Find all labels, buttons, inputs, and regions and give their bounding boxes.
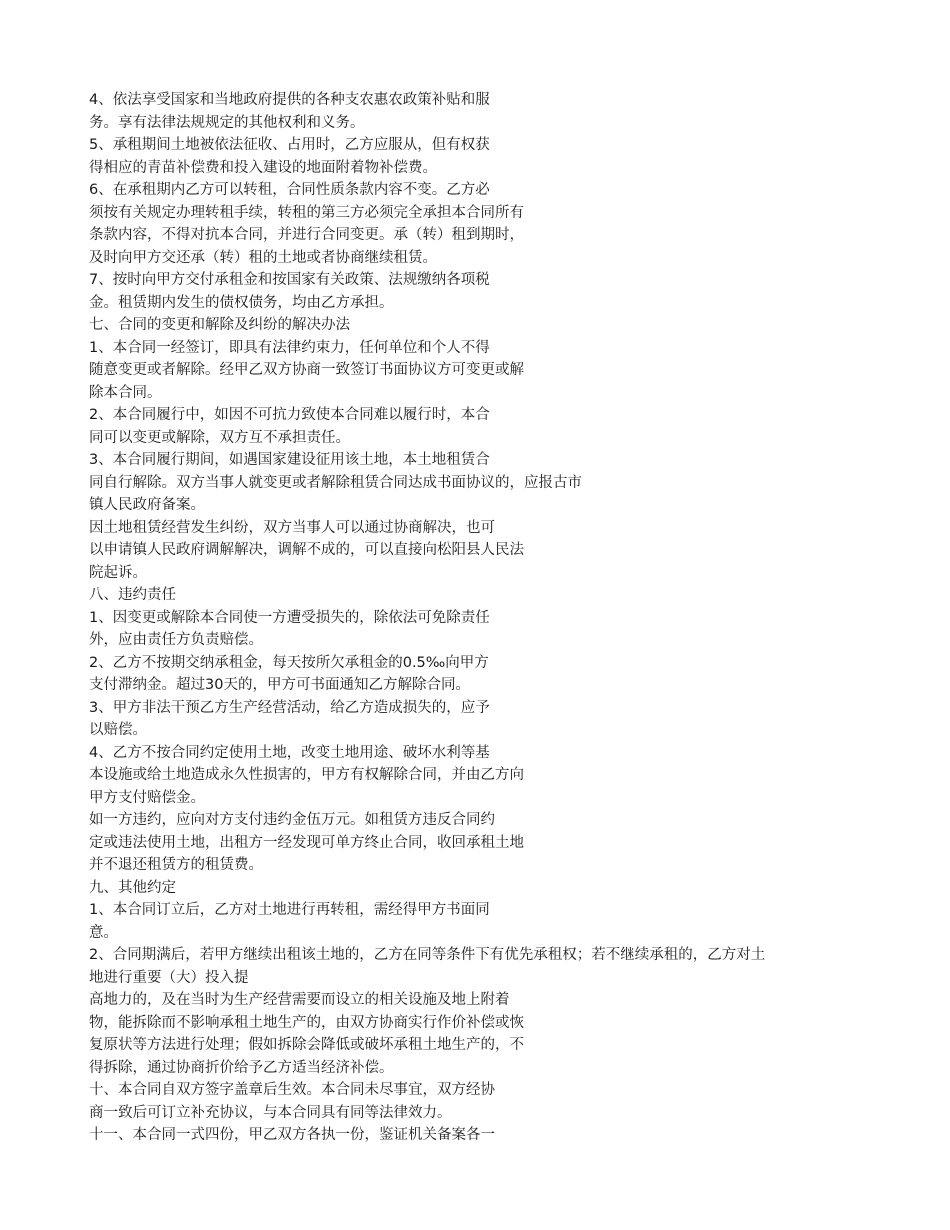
text-line: 7、按时向甲方交付承租金和按国家有关政策、法规缴纳各项税	[89, 272, 490, 288]
text-line: 除本合同。	[89, 384, 162, 401]
text-line: 物，能拆除而不影响承租土地生产的，由双方协商实行作价补偿或恢	[89, 1014, 524, 1031]
text-line: 务。享有法律法规规定的其他权利和义务。	[89, 114, 365, 131]
text-line: 并不退还租赁方的租赁费。	[89, 857, 263, 873]
text-line: 十一、本合同一式四份，甲乙双方各执一份，鉴证机关备案各一	[89, 1127, 495, 1143]
text-line: 以赔偿。	[89, 722, 147, 738]
text-line: 1、因变更或解除本合同使一方遭受损失的，除依法可免除责任	[89, 609, 490, 626]
text-line: 因土地租赁经营发生纠纷，双方当事人可以通过协商解决，也可	[89, 519, 495, 536]
text-line: 得相应的青苗补偿费和投入建设的地面附着物补偿费。	[89, 159, 437, 176]
text-line: 4、依法享受国家和当地政府提供的各种支农惠农政策补贴和服	[89, 92, 490, 108]
text-line: 及时向甲方交还承（转）租的土地或者协商继续租赁。	[89, 249, 437, 266]
text-line: 1、本合同一经签订，即具有法律约束力，任何单位和个人不得	[89, 339, 490, 356]
text-line: 如一方违约，应向对方支付违约金伍万元。如租赁方违反合同约	[89, 812, 495, 828]
text-line: 2、本合同履行中，如因不可抗力致使本合同难以履行时，本合	[89, 407, 490, 423]
text-line: 八、违约责任	[89, 587, 176, 603]
text-line: 定或违法使用土地，出租方一经发现可单方终止合同，收回承租土地	[89, 834, 524, 851]
text-line: 3、甲方非法干预乙方生产经营活动，给乙方造成损失的，应予	[89, 699, 490, 716]
text-line: 九、其他约定	[89, 879, 176, 896]
text-line: 意。	[89, 924, 118, 941]
text-line: 商一致后可订立补充协议，与本合同具有同等法律效力。	[89, 1104, 452, 1121]
text-line: 支付滞纳金。超过30天的，甲方可书面通知乙方解除合同。	[89, 677, 470, 693]
text-line: 复原状等方法进行处理；假如拆除会降低或破坏承租土地生产的，不	[89, 1037, 524, 1053]
text-line: 3、本合同履行期间，如遇国家建设征用该土地，本土地租赁合	[89, 452, 490, 468]
text-line: 6、在承租期内乙方可以转租，合同性质条款内容不变。乙方必	[89, 182, 490, 198]
text-line: 以申请镇人民政府调解解决，调解不成的，可以直接向松阳县人民法	[89, 542, 524, 558]
text-line: 地进行重要（大）投入提	[89, 969, 249, 986]
text-line: 外，应由责任方负责赔偿。	[89, 632, 263, 648]
text-line: 条款内容，不得对抗本合同，并进行合同变更。承（转）租到期时，	[89, 227, 524, 243]
text-line: 同可以变更或解除，双方互不承担责任。	[89, 429, 350, 446]
text-line: 金。租赁期内发生的债权债务，均由乙方承担。	[89, 294, 394, 311]
text-line: 七、合同的变更和解除及纠纷的解决办法	[89, 317, 350, 333]
text-line: 同自行解除。双方当事人就变更或者解除租赁合同达成书面协议的，应报古市	[89, 474, 582, 491]
text-line: 本设施或给土地造成永久性损害的，甲方有权解除合同，并由乙方向	[89, 767, 524, 783]
contract-text-body	[89, 89, 869, 1147]
text-line: 5、承租期间土地被依法征收、占用时，乙方应服从，但有权获	[89, 137, 490, 153]
text-line: 4、乙方不按合同约定使用土地，改变土地用途、破坏水利等基	[89, 744, 490, 761]
text-line: 2、合同期满后，若甲方继续出租该土地的，乙方在同等条件下有优先承租权；若不继续承租的，乙方对土	[89, 947, 766, 963]
text-line: 随意变更或者解除。经甲乙双方协商一致签订书面协议方可变更或解	[89, 362, 524, 378]
text-line: 院起诉。	[89, 564, 147, 581]
text-line: 甲方支付赔偿金。	[89, 789, 205, 806]
text-line: 镇人民政府备案。	[89, 497, 205, 513]
text-line: 十、本合同自双方签字盖章后生效。本合同未尽事宜，双方经协	[89, 1082, 495, 1098]
text-line: 须按有关规定办理转租手续，转租的第三方必须完全承担本合同所有	[89, 204, 524, 221]
text-line: 得拆除，通过协商折价给予乙方适当经济补偿。	[89, 1059, 394, 1076]
text-line: 高地力的，及在当时为生产经营需要而设立的相关设施及地上附着	[89, 992, 510, 1008]
text-line: 2、乙方不按期交纳承租金，每天按所欠承租金的0.5‰向甲方	[89, 654, 489, 671]
text-line: 1、本合同订立后，乙方对土地进行再转租，需经得甲方书面同	[89, 902, 490, 918]
